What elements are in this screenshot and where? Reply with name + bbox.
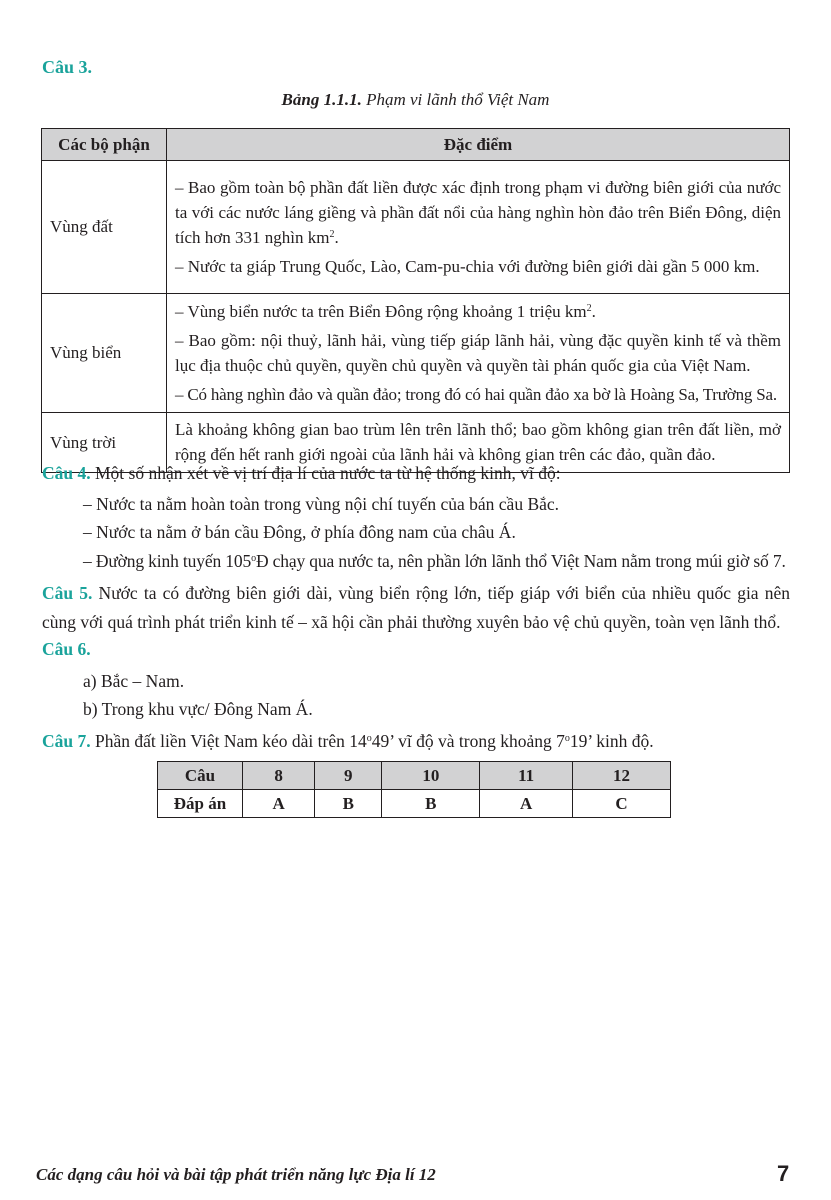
table-row-sea — [42, 294, 790, 413]
desc-line: – Vùng biển nước ta trên Biển Đông rộng khoảng 1 triệu $km^2$. — [175, 301, 596, 321]
row-label-air: Vùng trời — [42, 413, 167, 473]
row-label-sea: Vùng biển — [42, 294, 167, 413]
question-number: 9 — [315, 762, 382, 790]
question-3-heading: Câu 3. — [42, 57, 93, 77]
answer-choice: A — [480, 790, 573, 818]
desc-line: – Bao gồm toàn bộ phần đất liền được xác định trong phạm vi đường biên giới của nước ta với các nước láng giềng và phần đất nổi của hàng nghìn hòn đảo trên Biển Đông, diện tích hơn 331 nghìn $km^2$. — [175, 177, 781, 247]
answer-table-answer-label: Đáp án — [158, 790, 243, 818]
answer-table — [157, 761, 671, 818]
answer-table-question-row — [158, 762, 671, 790]
row-label-land: Vùng đất — [42, 161, 167, 294]
answer-choice: A — [243, 790, 315, 818]
answer-choice: C — [573, 790, 671, 818]
page-number: 7 — [777, 1161, 790, 1186]
question-5: Câu 5. Nước ta có đường biên giới dài, vùng biển rộng lớn, tiếp giáp với biển của nhiều quốc gia nên cùng với quá trình phát triển kinh tế – xã hội cần phải thường xuyên bảo vệ chủ quyền, toàn vẹn lãnh thổ. — [42, 583, 790, 632]
territory-table-header — [42, 129, 790, 161]
answer-choice: B — [315, 790, 382, 818]
question-6-answer-a: a) Bắc – Nam. — [83, 671, 185, 691]
question-4-item-1: – Nước ta nằm hoàn toàn trong vùng nội chí tuyến của bán cầu Bắc. — [83, 494, 560, 514]
header-parts: Các bộ phận — [42, 129, 167, 161]
question-6-heading: Câu 6. — [42, 639, 91, 659]
question-4-item-3: – Đường kinh tuyến 105$^o$Đ chạy qua nước ta, nên phần lớn lãnh thổ Việt Nam nằm trong múi giờ số 7. — [83, 551, 786, 571]
table-caption-title: Phạm vi lãnh thổ Việt Nam — [361, 90, 550, 109]
table-caption — [0, 90, 831, 110]
territory-table — [41, 128, 790, 473]
answer-table-question-label: Câu — [158, 762, 243, 790]
footer-book-title: Các dạng câu hỏi và bài tập phát triển năng lực Địa lí 12 — [36, 1165, 436, 1184]
question-number: 11 — [480, 762, 573, 790]
header-features: Đặc điểm — [167, 129, 790, 161]
desc-line: – Có hàng nghìn đảo và quần đảo; trong đó có hai quần đảo xa bờ là Hoàng Sa, Trường Sa. — [175, 384, 777, 404]
question-4-intro: Câu 4. Một số nhận xét về vị trí địa lí của nước ta từ hệ thống kinh, vĩ độ: — [42, 463, 561, 483]
question-number: 10 — [382, 762, 480, 790]
desc-line: – Nước ta giáp Trung Quốc, Lào, Cam-pu-chia với đường biên giới dài gần 5 000 km. — [175, 256, 760, 276]
question-7: Câu 7. Phần đất liền Việt Nam kéo dài trên 14$^o$49’ vĩ độ và trong khoảng 7$^o$19’ kinh độ. — [42, 731, 654, 751]
question-number: 12 — [573, 762, 671, 790]
question-6-answer-b: b) Trong khu vực/ Đông Nam Á. — [83, 699, 313, 719]
question-number: 8 — [243, 762, 315, 790]
answer-table-answer-row — [158, 790, 671, 818]
desc-line: – Bao gồm: nội thuỷ, lãnh hải, vùng tiếp giáp lãnh hải, vùng đặc quyền kinh tế và thềm lục địa thuộc chủ quyền, quyền chủ quyền và quyền tài phán quốc gia của Việt Nam. — [175, 330, 781, 375]
answer-choice: B — [382, 790, 480, 818]
row-desc-sea — [167, 294, 790, 413]
desc-line: Là khoảng không gian bao trùm lên trên lãnh thổ; bao gồm không gian trên đất liền, mở rộng đến hết ranh giới ngoài của lãnh hải và không gian trên các đảo, quần đảo. — [175, 420, 781, 464]
table-row-land — [42, 161, 790, 294]
table-caption-label: Bảng 1.1.1. — [281, 90, 362, 109]
row-desc-land — [167, 161, 790, 294]
question-4-item-2: – Nước ta nằm ở bán cầu Đông, ở phía đông nam của châu Á. — [83, 522, 516, 542]
